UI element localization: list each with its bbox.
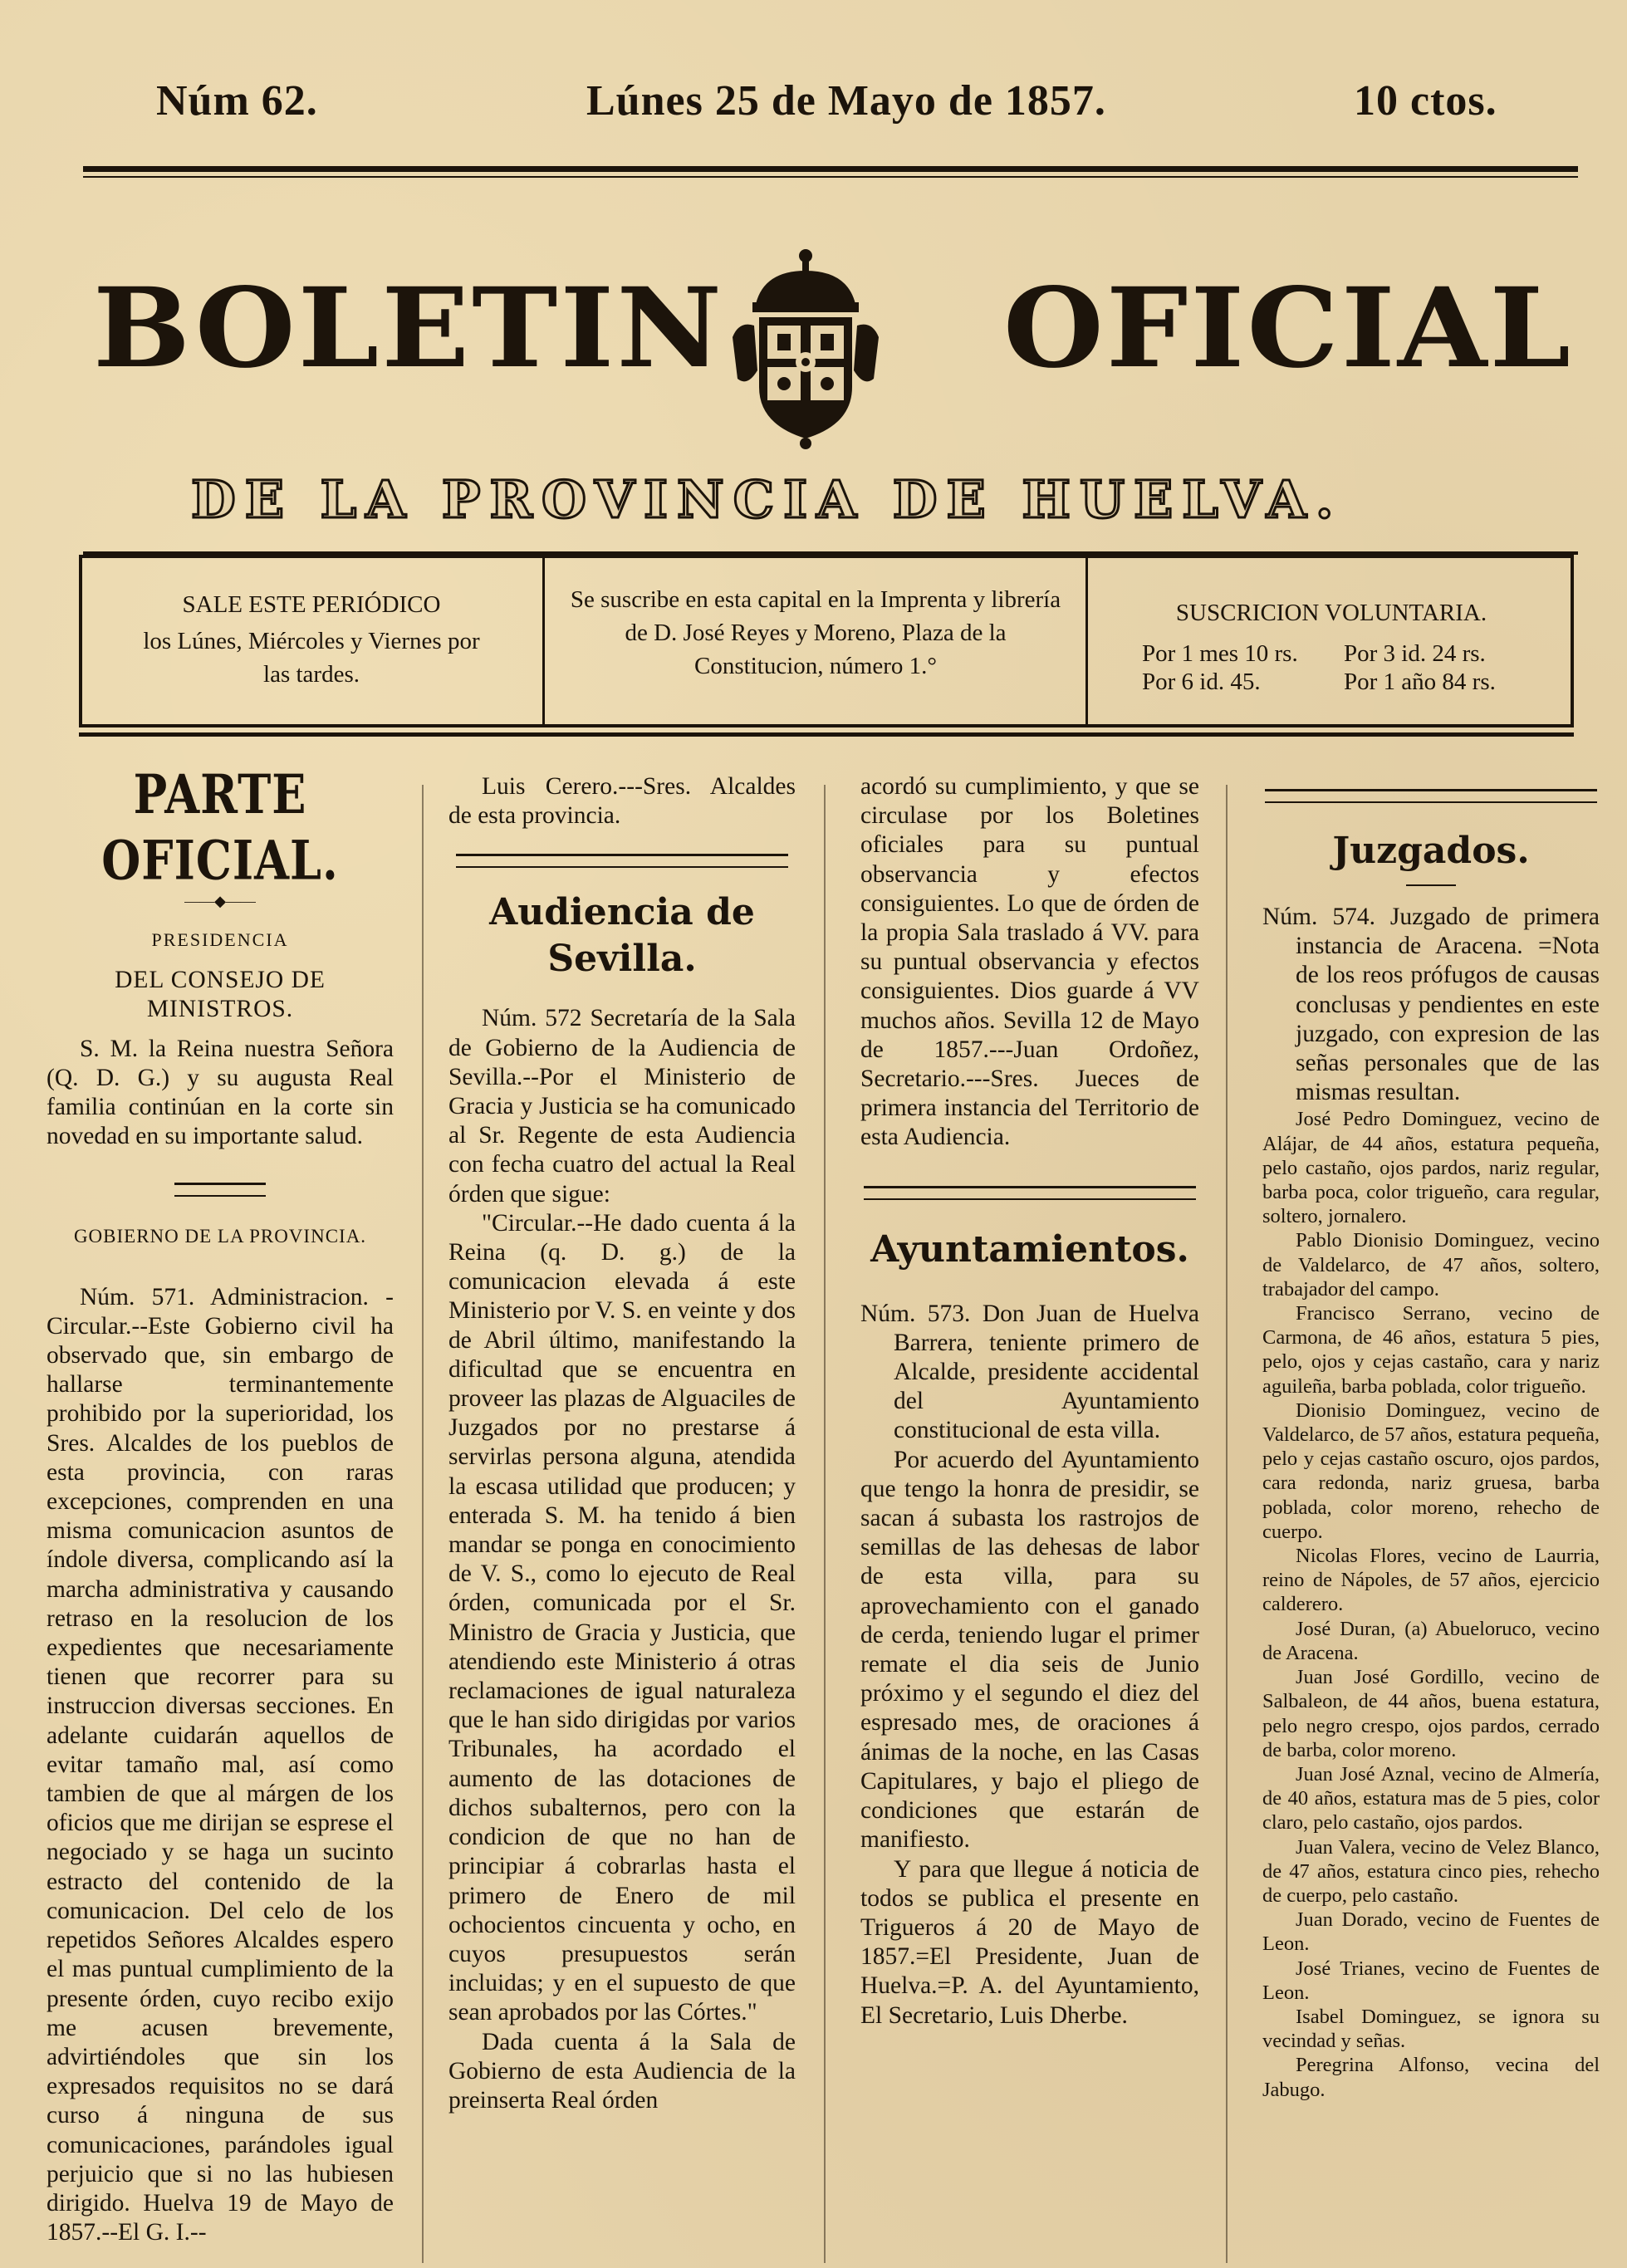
col2-continuation: Luis Cerero.---Sres. Alcaldes de esta provincia. — [448, 773, 796, 830]
issue-price: 10 ctos. — [1354, 77, 1497, 125]
juzgados-heading: Juzgados. — [1332, 830, 1530, 872]
issue-date: Lúnes 25 de Mayo de 1857. — [586, 77, 1106, 125]
prices-title: SUSCRICION VOLUNTARIA. — [1175, 600, 1487, 626]
subtitle: DE LA PROVINCIA DE HUELVA. — [191, 469, 1343, 530]
box-divider — [1085, 558, 1088, 724]
section-rule — [1265, 789, 1597, 803]
subscription-box — [79, 555, 1574, 727]
order-572-closing: Dada cuenta á la Sala de Gobierno de esta Audiencia de la preinserta Real órden — [448, 2028, 796, 2114]
list-item: Juan Valera, vecino de Velez Blanco, de 47 años, estatura cinco pies, rehecho de cuerpo, pelo castaño. — [1262, 1835, 1600, 1907]
list-item: Juan José Aznal, vecino de Almería, de 40 años, estatura mas de 5 pies, color claro, pelo castaño, ojos pardos. — [1262, 1762, 1600, 1834]
column-1 — [47, 762, 394, 2247]
price-item: Por 1 mes 10 rs. — [1142, 640, 1298, 667]
publication-title: SALE ESTE PERIÓDICO — [182, 591, 441, 618]
parte-oficial-heading: PARTE OFICIAL. — [101, 762, 339, 892]
section-rule — [864, 1186, 1196, 1200]
heading-rule — [1406, 884, 1456, 886]
subscription-text: Se suscribe en esta capital en la Imprenta y librería de D. José Reyes y Moreno, Plaza de la Constitucion, número 1.° — [570, 586, 1061, 679]
presidencia-label: PRESIDENCIA — [151, 929, 289, 950]
list-item: Isabel Dominguez, se ignora su vecindad y señas. — [1262, 2005, 1600, 2053]
consejo-label: DEL CONSEJO DE MINISTROS. — [115, 967, 326, 1023]
price-item: Por 6 id. 45. — [1142, 669, 1261, 695]
notice-573-signature: Y para que llegue á noticia de todos se publica el presente en Trigueros á 20 de Mayo de 1857.=El Presidente, Juan de Huelva.=P. A. del Ayuntamiento, El Secretario, Luis Dherbe. — [860, 1855, 1199, 2029]
issue-number: Núm 62. — [156, 77, 318, 125]
price-item: Por 3 id. 24 rs. — [1344, 640, 1486, 667]
column-2 — [448, 772, 796, 2115]
subscription-place — [549, 558, 1082, 724]
list-item: Dionisio Dominguez, vecino de Valdelarco, de 57 años, estatura pequeña, pelo y cejas castaño oscuro, ojos pardos, cara redonda, nariz gruesa, barba poblada, color moreno, rehecho de cuerpo. — [1262, 1399, 1600, 1543]
notice-573-header: Núm. 573. Don Juan de Huelva Barrera, teniente primero de Alcalde, presidente accidental del Ayuntamiento constitucional de esta villa. — [860, 1300, 1199, 1444]
audiencia-heading: Audiencia de Sevilla. — [489, 891, 755, 981]
publication-days — [82, 558, 541, 724]
column-separator — [422, 785, 424, 2263]
subscription-prices — [1092, 558, 1571, 724]
fugitive-list — [1262, 1107, 1600, 2101]
box-rule — [79, 732, 1574, 737]
royal-crest-icon — [731, 246, 880, 450]
royal-health-notice: S. M. la Reina nuestra Señora (Q. D. G.) y su augusta Real familia continúan en la corte sin novedad en su importante salud. — [47, 1035, 394, 1150]
list-item: Juan José Gordillo, vecino de Salbaleon, de 44 años, buena estatura, pelo negro crespo, ojos pardos, cerrado de barba, color moreno. — [1262, 1666, 1600, 1761]
column-4 — [1262, 772, 1600, 2102]
list-item: José Pedro Dominguez, vecino de Alájar, de 44 años, estatura pequeña, pelo castaño, ojos pardos, nariz regular, barba poca, color trigueño, cara regular, soltero, jornalero. — [1262, 1108, 1600, 1228]
col3-continuation: acordó su cumplimiento, y que se circulase por los Boletines oficiales para su puntual observancia y efectos consiguientes. Lo que de órden de la propia Sala traslado á VV. para su puntual observancia y efectos consiguientes. Dios guarde á VV muchos años. Sevilla 12 de Mayo de 1857.---Juan Ordoñez, Secretario.---Sres. Jueces de primera instancia del Territorio de esta Audiencia. — [860, 773, 1199, 1151]
section-rule — [174, 1183, 266, 1197]
notice-574-header: Núm. 574. Juzgado de primera instancia de Aracena. =Nota de los reos prófugos de causas conclusas y pendientes en este juzgado, con expresion de las señas personales que de las mismas resultan. — [1262, 904, 1600, 1106]
list-item: Francisco Serrano, vecino de Carmona, de 46 años, estatura 5 pies, pelo, ojos y cejas castaño, cara y nariz aguileña, barba poblada, color trigueño. — [1262, 1302, 1600, 1398]
publication-text: los Lúnes, Miércoles y Viernes por las tardes. — [143, 628, 480, 688]
list-item: Peregrina Alfonso, vecina del Jabugo. — [1262, 2054, 1600, 2101]
notice-573-body: Por acuerdo del Ayuntamiento que tengo la honra de presidir, se sacan á subasta los rastrojos de semillas de las dehesas de labor de esta villa, para su aprovechamiento con el ganado de cerda, teniendo lugar el primer remate el dia seis de Junio próximo y el segundo el diez del espresado mes, de oraciones á ánimas de la noche, en las Casas Capitulares, y bajo el pliego de condiciones que estarán de manifiesto. — [860, 1446, 1199, 1854]
column-separator — [824, 785, 826, 2263]
list-item: Juan Dorado, vecino de Fuentes de Leon. — [1262, 1908, 1600, 1956]
section-rule — [456, 854, 788, 868]
list-item: José Trianes, vecino de Fuentes de Leon. — [1262, 1957, 1600, 2004]
list-item: José Duran, (a) Abueloruco, vecino de Aracena. — [1262, 1617, 1600, 1664]
header-rule — [83, 166, 1578, 172]
gobierno-label: GOBIERNO DE LA PROVINCIA. — [73, 1226, 367, 1247]
price-item: Por 1 año 84 rs. — [1344, 669, 1496, 695]
title-right: OFICIAL — [1003, 264, 1574, 393]
list-item: Nicolas Flores, vecino de Laurria, reino de Nápoles, de 57 años, ejercicio calderero. — [1262, 1545, 1600, 1616]
title-left: BOLETIN — [93, 264, 725, 393]
ornament: ——◆—— — [184, 893, 256, 909]
ayuntamientos-heading: Ayuntamientos. — [870, 1227, 1189, 1271]
circular-571: Núm. 571. Administracion. -Circular.--Este Gobierno civil ha observado que, sin embargo de hallarse terminantemente prohibido por la superioridad, los Sres. Alcaldes de los pueblos de esta provincia, con raras excepciones, comprenden en una misma comunicacion asuntos de índole diversa, complicando así la marcha administrativa y causando retraso en la resolucion de los expedientes que necesariamente tienen que recorrer para su instruccion diversas secciones. En adelante cuidarán aquellos de evitar tamaño mal, así como tambien de que al márgen de los oficios que me dirijan se esprese el negociado y se haga un sucinto estracto del contenido de la comunicacion. Del celo de los repetidos Señores Alcaldes espero el mas puntual cumplimiento de la presente órden, cuyo recibo exijo me acusen brevemente, advirtiéndoles que sin los expresados requisitos no se dará curso á ninguna de sus comunicaciones, parándoles igual perjuicio que si no las hubiesen dirigido. Huelva 19 de Mayo de 1857.--El G. I.-- — [47, 1283, 394, 2246]
column-separator — [1226, 785, 1228, 2263]
order-572-intro: Núm. 572 Secretaría de la Sala de Gobierno de la Audiencia de Sevilla.--Por el Ministerio de Gracia y Justicia se ha comunicado al Sr. Regente de esta Audiencia con fecha cuatro del actual la Real órden que sigue: — [448, 1005, 796, 1207]
header-rule-thin — [83, 176, 1578, 178]
order-572-circular: "Circular.--He dado cuenta á la Reina (q. D. g.) de la comunicacion elevada á este Ministerio por V. S. en veinte y dos de Abril último, manifestando la dificultad que se encuentra en proveer las plazas de Alguaciles de Juzgados por no prestarse á servirlas persona alguna, atendida la escasa utilidad que producen; y enterada S. M. ha tenido á bien mandar se ponga en conocimiento de V. S., como lo ejecuto de Real órden, comunicada por el Sr. Ministro de Gracia y Justicia, que atendiendo este Ministerio á otras reclamaciones de igual naturaleza que le han sido dirigidas por varios Tribunales, ha acordado el aumento de las dotaciones de dichos subalternos, pero con la condicion de que no han de principiar á cobrarlas hasta el primero de Enero de mil ochocientos cincuenta y ocho, en cuyos presupuestos serán incluidas; y en el supuesto de que sean aprobados por las Córtes." — [448, 1209, 796, 2026]
column-3 — [860, 772, 1199, 2030]
list-item: Pablo Dionisio Dominguez, vecino de Valdelarco, de 47 años, soltero, trabajador del campo. — [1262, 1229, 1600, 1301]
box-divider — [542, 558, 545, 724]
